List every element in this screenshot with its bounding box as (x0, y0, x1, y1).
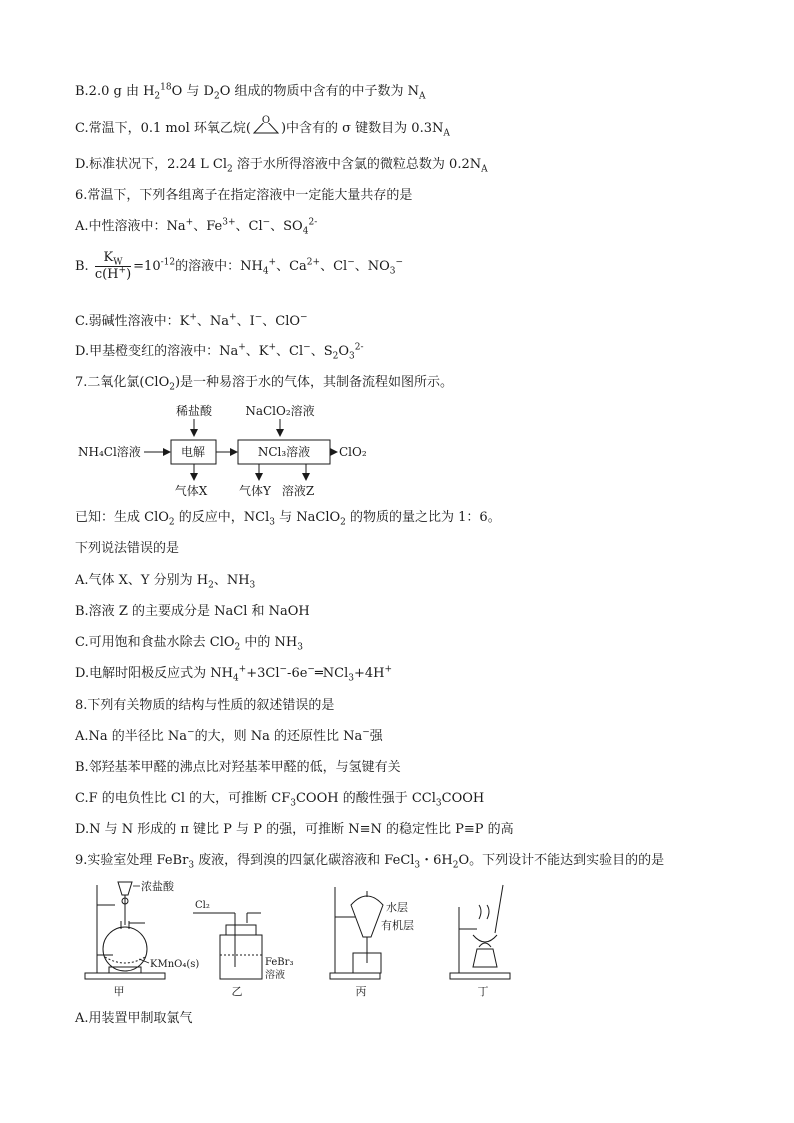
flow-gas-x-label: 气体X (174, 484, 208, 498)
yi-solution-label: 溶液 (265, 970, 285, 981)
q6-option-a: A.中性溶液中：Na+、$Fe^{3+}$、Cl−、$SO_4^{2-}$ (75, 217, 318, 237)
q6-option-c: C.弱碱性溶液中：K+、Na+、I−、ClO− (75, 312, 308, 329)
q5-option-b: B.2.0 g 由 $H_2^{18}O$ 与 $D_2O$ 组成的物质中含有的中子数为 $N_A$ (75, 82, 426, 102)
q7-stem: 7.二氧化氯(ClO$_2$)是一种易溶于水的气体，其制备流程如图所示。 (75, 375, 454, 393)
q8-option-a: A.Na 的半径比 Na−的大，则 Na 的还原性比 Na−强 (75, 727, 383, 744)
flow-sol-z-label: 溶液Z (281, 484, 315, 498)
q6-option-b: B. $\frac{K_W}{c(H^+)}$ $=10^{-12}$的溶液中：$NH_4^+$、$Ca^{2+}$、Cl−、$NO_3^-$ (75, 250, 404, 282)
bing-water-layer-label: 水层 (386, 901, 408, 914)
yi-caption: 乙 (231, 985, 243, 998)
svg-text:O: O (261, 115, 271, 126)
apparatus-yi (193, 913, 262, 979)
q7-flow-diagram (75, 398, 375, 498)
apparatus-ding (450, 885, 510, 979)
bing-caption: 丙 (355, 985, 367, 998)
flow-hcl-label: 稀盐酸 (175, 404, 213, 418)
jia-kmno4-label: KMnO₄(s) (150, 959, 200, 970)
q9-option-a: A.用装置甲制取氯气 (75, 1011, 193, 1026)
q7-option-a: A.气体 X、Y 分别为 $H_2$、$NH_3$ (75, 573, 256, 591)
kw-fraction: $\frac{K_W}{c(H^+)}$ (94, 250, 132, 282)
yi-febr3-label: FeBr₃ (265, 957, 294, 968)
q6-stem: 6.常温下，下列各组离子在指定溶液中一定能大量共存的是 (75, 188, 413, 203)
q8-option-c: C.F 的电负性比 Cl 的大，可推断 $CF_3COOH$ 的酸性强于 CCl$_3$COOH (75, 791, 485, 809)
apparatus-bing (330, 887, 383, 979)
bing-organic-layer-label: 有机层 (381, 919, 414, 932)
q9-apparatus-figure (75, 877, 535, 1002)
flow-nh4cl-label: NH₄Cl溶液 (78, 445, 141, 459)
q9-stem: 9.实验室处理 FeBr$_3$ 废液，得到溴的四氯化碳溶液和 FeCl$_3$・$6H_2O$。下列设计不能达到实验目的的是 (75, 853, 665, 871)
q6-option-d: D.甲基橙变红的溶液中：Na+、K+、Cl−、$S_2O_3^{2-}$ (75, 342, 364, 362)
flow-clo2-label: ClO₂ (339, 445, 367, 459)
jia-caption: 甲 (113, 985, 125, 998)
q8-option-b: B.邻羟基苯甲醛的沸点比对羟基苯甲醛的低，与氢键有关 (75, 760, 401, 775)
flow-ncl3-label: NCl₃溶液 (257, 445, 311, 459)
q5-option-c: C.常温下，0.1 mol 环氧乙烷( O )中含有的 σ 键数目为 $0.3N_A$ (75, 115, 450, 139)
flow-electrolysis-label: 电解 (180, 445, 206, 459)
q7-option-d: D.电解时阳极反应式为 $NH_4^++3Cl^--6e^-═NCl_3+4H^+$ (75, 664, 393, 684)
q7-option-c: C.可用饱和食盐水除去 ClO$_2$ 中的 $NH_3$ (75, 635, 303, 653)
q8-stem: 8.下列有关物质的结构与性质的叙述错误的是 (75, 698, 335, 713)
flow-naclo2-label: NaClO₂溶液 (245, 404, 315, 418)
q7-option-b: B.溶液 Z 的主要成分是 NaCl 和 NaOH (75, 604, 310, 619)
q8-option-d: D.N 与 N 形成的 π 键比 P 与 P 的强，可推断 N≡N 的稳定性比 P≡P 的高 (75, 822, 514, 837)
q5-option-d: D.标准状况下，2.24 L $Cl_2$ 溶于水所得溶液中含氯的微粒总数为 $0.2N_A$ (75, 157, 488, 175)
yi-cl2-label: Cl₂ (195, 900, 210, 911)
flow-gas-y-label: 气体Y (239, 484, 271, 498)
q7-known: 已知：生成 ClO$_2$ 的反应中，NCl$_3$ 与 NaClO$_2$ 的物质的量之比为 1：6。 (75, 510, 501, 528)
jia-conc-hcl-label: 浓盐酸 (141, 880, 174, 893)
epoxide-ring-structure (251, 115, 281, 138)
q7-ask: 下列说法错误的是 (75, 541, 180, 556)
ding-caption: 丁 (477, 985, 489, 998)
